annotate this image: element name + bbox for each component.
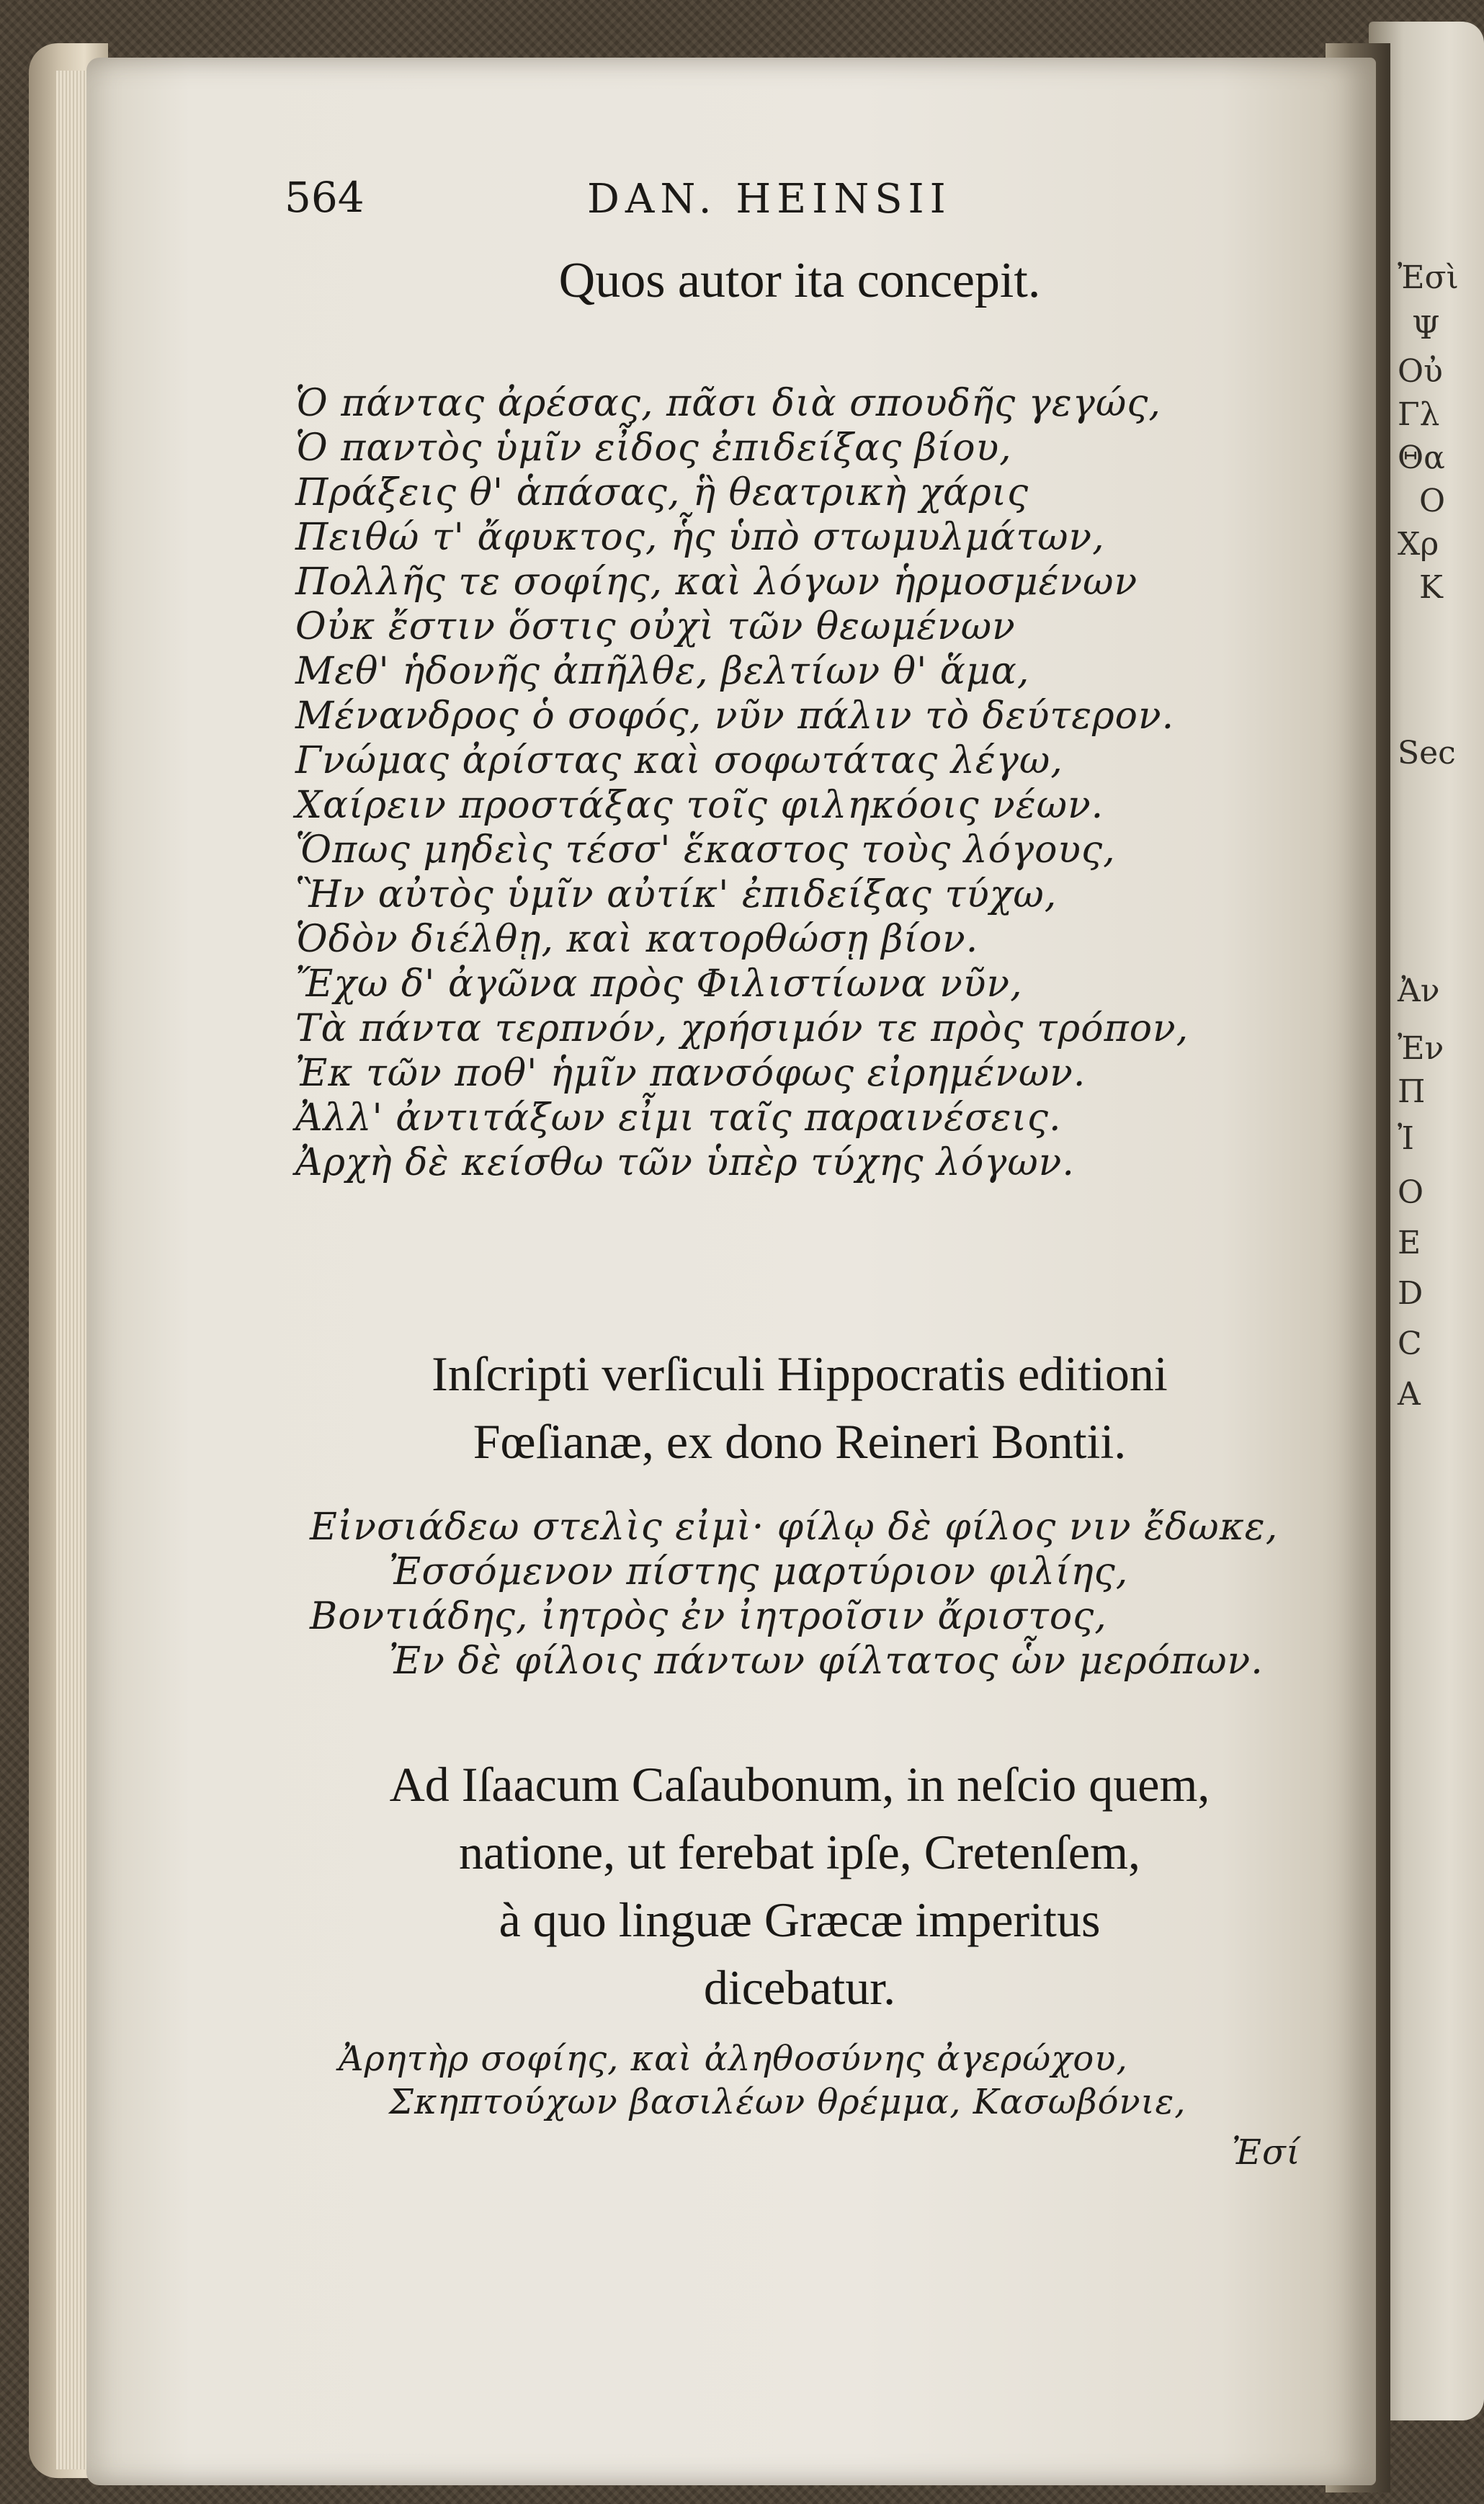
facing-text: E xyxy=(1398,1225,1421,1261)
facing-text: Sec xyxy=(1398,735,1456,772)
verse-line: Ὅπως μηδεὶς τέσσ' ἕκαστος τοὺς λόγους, xyxy=(295,828,1116,872)
heading-line: Inſcripti verſiculi Hippocratis editioni xyxy=(432,1346,1168,1401)
verse-line: Βοντιάδης, ἰητρὸς ἐν ἰητροῖσιν ἄριστος, xyxy=(310,1595,1107,1638)
verse-line: Χαίρειν προστάξας τοῖς φιληκόοις νέων. xyxy=(295,784,1104,827)
verse-line: Πράξεις θ' ἁπάσας, ἣ θεατρικὴ χάρις xyxy=(295,471,1029,514)
heading-line: natione, ut ferebat ipſe, Cretenſem, xyxy=(459,1825,1140,1879)
verse-line: Πειθώ τ' ἄφυκτος, ἧς ὑπὸ στωμυλμάτων, xyxy=(295,516,1105,559)
facing-text: Π xyxy=(1398,1073,1426,1110)
heading-line: Fœſianæ, ex dono Reineri Bontii. xyxy=(473,1414,1127,1469)
facing-text: C xyxy=(1398,1325,1422,1362)
heading-line: Ad Iſaacum Caſaubonum, in neſcio quem, xyxy=(389,1757,1210,1812)
verse-line: Ὁ παντὸς ὑμῖν εἶδος ἐπιδείξας βίου, xyxy=(295,426,1012,470)
catchword: Ἐσί xyxy=(1232,2132,1301,2173)
heading-line: dicebatur. xyxy=(703,1960,896,2015)
page-number: 564 xyxy=(285,173,365,222)
verse-line: Ὁ πάντας ἀρέσας, πᾶσι διὰ σπουδῆς γεγώς, xyxy=(295,382,1161,425)
verse-line: Πολλῆς τε σοφίης, καὶ λόγων ἡρμοσμένων xyxy=(295,560,1138,604)
verse-line: Ἀρητὴρ σοφίης, καὶ ἀληθοσύνης ἀγερώχου, xyxy=(339,2039,1128,2079)
verse-line: Γνώμας ἀρίστας καὶ σοφωτάτας λέγω, xyxy=(295,739,1063,782)
verse-line: Σκηπτούχων βασιλέων θρέμμα, Κασωβόνιε, xyxy=(389,2082,1186,2122)
facing-text: Ἀν xyxy=(1398,972,1440,1009)
facing-text: D xyxy=(1398,1275,1423,1312)
running-head: DAN. HEINSII xyxy=(587,176,952,223)
verse-line: Εἰνσιάδεω στελὶς εἰμὶ· φίλῳ δὲ φίλος νιν ἔδωκε, xyxy=(310,1506,1279,1549)
facing-text: Ἐν xyxy=(1398,1030,1444,1067)
page-header xyxy=(285,173,1264,231)
section-heading: Quos autor ita concepit. xyxy=(558,253,1041,308)
verse-line: Ἀλλ' ἀντιτάξων εἶμι ταῖς παραινέσεις. xyxy=(295,1096,1062,1140)
heading-line: à quo linguæ Græcæ imperitus xyxy=(499,1892,1101,1947)
verse-line: Ἔχω δ' ἀγῶνα πρὸς Φιλιστίωνα νῦν, xyxy=(295,962,1023,1006)
section-heading xyxy=(274,1340,1326,1475)
facing-text: Ψ xyxy=(1412,310,1440,346)
verse-line: Τὰ πάντα τερπνόν, χρήσιμόν τε πρὸς τρόπον, xyxy=(295,1007,1189,1050)
verse-line: Ἐκ τῶν ποθ' ἡμῖν πανσόφως εἰρημένων. xyxy=(295,1052,1086,1095)
verse-line: Ἣν αὐτὸς ὑμῖν αὐτίκ' ἐπιδείξας τύχω, xyxy=(295,873,1058,916)
facing-text: Χρ xyxy=(1398,526,1439,563)
facing-text: Θα xyxy=(1398,439,1445,476)
verse-line: Οὐκ ἔστιν ὅστις οὐχὶ τῶν θεωμένων xyxy=(295,605,1016,648)
facing-text: Ἰ xyxy=(1398,1120,1414,1157)
facing-text: Κ xyxy=(1419,569,1443,606)
facing-text: A xyxy=(1398,1376,1421,1413)
facing-text: Γλ xyxy=(1398,396,1440,433)
verse-line: Ὁδὸν διέλθῃ, καὶ κατορθώσῃ βίον. xyxy=(295,918,979,961)
verse-line: Ἐν δὲ φίλοις πάντων φίλτατος ὧν μερόπων. xyxy=(389,1640,1264,1683)
verse-line: Ἀρχὴ δὲ κείσθω τῶν ὑπὲρ τύχης λόγων. xyxy=(295,1141,1075,1184)
section-heading xyxy=(274,1750,1326,2021)
facing-text: Ἐσὶ xyxy=(1398,259,1459,296)
facing-text: Ο xyxy=(1419,483,1446,519)
verse-line: Μένανδρος ὁ σοφός, νῦν πάλιν τὸ δεύτερον. xyxy=(295,694,1175,738)
facing-text: O xyxy=(1398,1174,1424,1211)
verse-line: Ἐσσόμενον πίστης μαρτύριον φιλίης, xyxy=(389,1550,1129,1593)
facing-text: Οὐ xyxy=(1398,353,1443,390)
verse-line: Μεθ' ἡδονῆς ἀπῆλθε, βελτίων θ' ἅμα, xyxy=(295,650,1030,693)
